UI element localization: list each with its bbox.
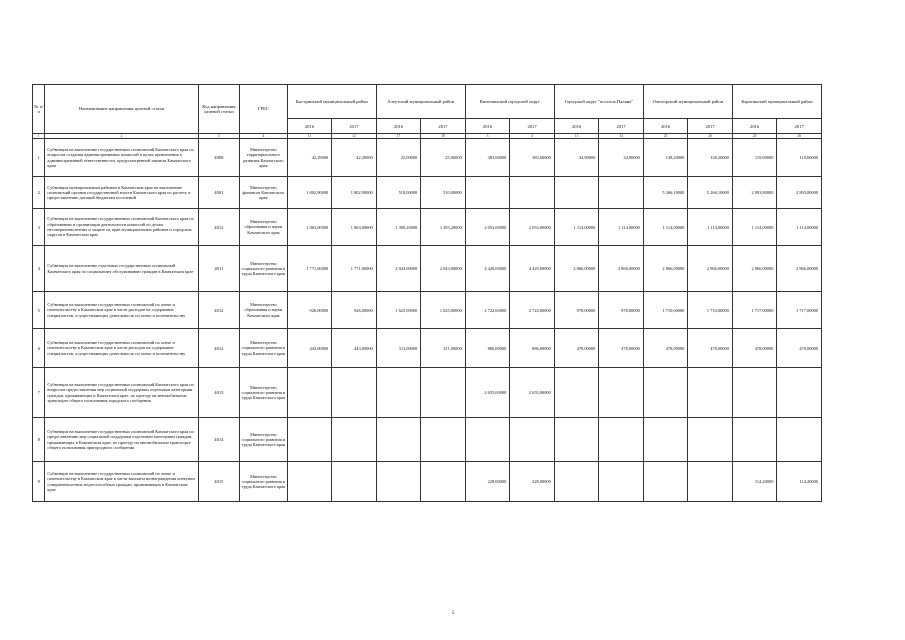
row-value: 478,00000 [732,329,777,368]
row-value [554,368,599,418]
header-row-districts [33,85,822,119]
row-code: 4012 [198,209,239,246]
header-district: Олюторский муниципальный район [643,85,732,119]
row-value: 1 802,90000 [287,177,332,209]
row-value [688,368,733,418]
row-value: 926,00000 [332,292,377,329]
row-value: 2 866,00000 [554,246,599,292]
row-value [599,462,644,502]
row-code: 4015 [198,462,239,502]
table-row [33,292,822,329]
row-value: 2 655,00000 [510,368,555,418]
col-index: 4 [240,134,288,139]
row-number: 3 [33,209,45,246]
row-value: 1 114,00000 [599,209,644,246]
row-value: 25,00000 [376,139,421,177]
row-value [599,177,644,209]
col-index: 1 [33,134,45,139]
row-value: 1 625,00000 [376,292,421,329]
row-name: Субвенции на выполнение государственных полномочий по опеке и попечительству в Камчатском крае в части расходов на содержание специалистов, осуществляющих деятельность по опеке и попечительству [45,329,198,368]
table-row [33,418,822,462]
row-name: Субвенции на выполнение отдельных государственных полномочий Камчатского края по социальному обслуживанию граждан в Камчатском крае [45,246,198,292]
header-district: Быстринский муниципальный район [287,85,376,119]
row-value: 311,00000 [421,329,466,368]
row-value: 383,60000 [465,139,510,177]
row-value: 478,00000 [643,329,688,368]
row-value [510,418,555,462]
row-value [287,462,332,502]
row-value: 2 053,00000 [510,209,555,246]
row-value [376,462,421,502]
row-value: 1 390,20000 [376,209,421,246]
row-grbs: Министерство образования и науки Камчатского края [240,209,288,246]
row-value: 25,00000 [421,139,466,177]
row-value [643,462,688,502]
row-value: 2 043,00000 [421,246,466,292]
row-value: 886,00000 [465,329,510,368]
row-value [688,462,733,502]
header-year: 2016 [376,119,421,134]
row-value [643,418,688,462]
row-value [554,462,599,502]
row-value [510,177,555,209]
row-value [465,418,510,462]
row-code: 4012 [198,329,239,368]
row-value: 1 717,00000 [777,292,822,329]
header-code: Код направления целевой статьи [198,85,239,134]
row-value [777,418,822,462]
col-index: 12 [332,134,377,139]
row-value [732,368,777,418]
row-code: 4013 [198,368,239,418]
row-value: 478,00000 [599,329,644,368]
row-value: 443,00000 [287,329,332,368]
row-code: 4008 [198,139,239,177]
row-value [421,418,466,462]
row-number: 7 [33,368,45,418]
header-district: Городской округ "поселок Палана" [554,85,643,119]
row-value: 114,20000 [732,462,777,502]
table-row [33,139,822,177]
table-row [33,177,822,209]
row-value: 5 266,10000 [688,177,733,209]
col-index: 26 [688,134,733,139]
table-row [33,209,822,246]
row-value [332,418,377,462]
row-value: 478,00000 [554,329,599,368]
row-grbs: Министерство социального развития и труда Камчатского края [240,462,288,502]
row-value: 2 866,00000 [777,246,822,292]
col-index: 25 [732,134,777,139]
header-num: № п/п [33,85,45,134]
row-value [332,368,377,418]
row-value [688,418,733,462]
row-value: 2 655,00000 [465,368,510,418]
row-value: 510,00000 [376,177,421,209]
header-year: 2016 [554,119,599,134]
table-row [33,462,822,502]
row-number: 6 [33,329,45,368]
row-value [554,418,599,462]
row-value: 383,60000 [510,139,555,177]
header-year: 2016 [643,119,688,134]
col-index: 4 [510,134,555,139]
row-value: 1 863,00000 [332,209,377,246]
row-grbs: Министерство образования и науки Камчатского края [240,292,288,329]
header-grbs: ГРБС [240,85,288,134]
row-code: 4014 [198,418,239,462]
row-number: 4 [33,246,45,292]
row-value: 443,00000 [332,329,377,368]
row-value: 478,00000 [777,329,822,368]
header-year: 2016 [287,119,332,134]
page-number: 5 [452,611,455,616]
col-index: 11 [287,134,332,139]
row-value: 1 393,20000 [421,209,466,246]
row-value [421,368,466,418]
row-value: 1 802,90000 [332,177,377,209]
row-value: 228,00000 [510,462,555,502]
header-year: 2017 [777,119,822,134]
row-value: 311,00000 [376,329,421,368]
col-index: 17 [376,134,421,139]
row-value [465,177,510,209]
table-row [33,329,822,368]
row-value: 1 771,00000 [287,246,332,292]
row-value: 2 893,80000 [732,177,777,209]
row-value [643,368,688,418]
row-name: Субвенции муниципальным районам в Камчатском крае на выполнение полномочий органов государственной власти Камчатского края по расчету и предоставлению дотаций бюджетам поселений [45,177,198,209]
row-value: 34,90000 [554,139,599,177]
row-number: 9 [33,462,45,502]
col-index: 26 [777,134,822,139]
table-row [33,246,822,292]
row-value [332,462,377,502]
row-name: Субвенции на выполнение государственных полномочий по опеке и попечительству в Камчатском крае в части расходов на содержание специалистов, осуществляющих деятельность по опеке и попечительству [45,292,198,329]
row-value: 228,00000 [465,462,510,502]
row-value: 1 710,00000 [643,292,688,329]
row-value [777,368,822,418]
col-index: 25 [643,134,688,139]
row-value [421,462,466,502]
row-value: 114,20000 [777,462,822,502]
row-value: 926,00000 [287,292,332,329]
row-value [554,177,599,209]
row-value: 1 717,00000 [732,292,777,329]
row-grbs: Министерство социального развития и труда Камчатского края [240,246,288,292]
row-value: 2 893,80000 [777,177,822,209]
row-number: 1 [33,139,45,177]
row-grbs: Министерство финансов Камчатского края [240,177,288,209]
row-value: 1 710,00000 [688,292,733,329]
header-year: 2017 [332,119,377,134]
row-value [287,418,332,462]
row-value: 978,00000 [599,292,644,329]
row-value [732,418,777,462]
row-value [376,368,421,418]
col-index: 2 [45,134,198,139]
row-value [599,418,644,462]
header-district: Карагинский муниципальный район [732,85,821,119]
row-value [376,418,421,462]
header-district: Алеутский муниципальный район [376,85,465,119]
row-value: 4 429,00000 [510,246,555,292]
row-value: 42,20000 [332,139,377,177]
row-value: 886,00000 [510,329,555,368]
header-year: 2017 [510,119,555,134]
header-year: 2017 [599,119,644,134]
row-value: 42,29000 [287,139,332,177]
row-code: 4012 [198,292,239,329]
table-body [33,139,822,502]
table-row [33,368,822,418]
row-name: Субвенции на выполнение государственных полномочий Камчатского края по вопросам предоставления мер социальной поддержки отдельным категориям граждан, проживающих в Камчатском крае, по проезду на автомобильном транспорте общего пользования городского сообщения [45,368,198,418]
row-value: 138,20000 [643,139,688,177]
budget-table [32,84,822,502]
row-value: 34,90000 [599,139,644,177]
row-value: 1 863,00000 [287,209,332,246]
row-value: 2 866,00000 [732,246,777,292]
row-grbs: Министерство социального развития и труда Камчатского края [240,418,288,462]
row-value: 1 771,00000 [332,246,377,292]
row-value [599,368,644,418]
row-number: 2 [33,177,45,209]
row-value: 2 053,00000 [465,209,510,246]
row-value: 5 266,10000 [643,177,688,209]
row-value: 978,00000 [554,292,599,329]
row-value: 478,00000 [688,329,733,368]
row-value: 1 114,00000 [732,209,777,246]
row-value: 119,60000 [732,139,777,177]
row-value: 138,20000 [688,139,733,177]
row-grbs: Министерство территориального развития Камчатского края [240,139,288,177]
row-name: Субвенции на выполнение государственных полномочий Камчатского края по образованию и организации деятельности комиссий по делам несовершеннолетних и защите их прав муниципальных районов и городских округов в Камчатском крае [45,209,198,246]
row-grbs: Министерство социального развития и труда Камчатского края [240,329,288,368]
row-number: 5 [33,292,45,329]
row-value: 2 866,00000 [599,246,644,292]
col-index: 13 [554,134,599,139]
row-value: 2 722,60000 [465,292,510,329]
row-grbs: Министерство социального развития и труда Камчатского края [240,368,288,418]
header-name: Наименование направления целевой статьи [45,85,198,134]
row-value: 4 429,00000 [465,246,510,292]
row-code: 4011 [198,246,239,292]
col-index: 3 [198,134,239,139]
row-value: 119,60000 [777,139,822,177]
row-code: 4001 [198,177,239,209]
row-value: 2 866,00000 [643,246,688,292]
row-value: 1 114,00000 [643,209,688,246]
row-number: 8 [33,418,45,462]
row-name: Субвенции на выполнение государственных полномочий по опеке и попечительству в Камчатском крае в части выплаты вознаграждения опекунам совершеннолетних недееспособных граждан, проживающих в Камчатском крае [45,462,198,502]
row-value: 1 625,00000 [421,292,466,329]
row-value: 2 043,00000 [376,246,421,292]
row-value: 1 114,00000 [777,209,822,246]
header-year: 2017 [688,119,733,134]
col-index: 14 [599,134,644,139]
row-name: Субвенции на выполнение государственных полномочий Камчатского края по вопросам создания административных комиссий в целях привлечения к административной ответственности, предусмотренной законом Камчатского края [45,139,198,177]
header-district: Вилючинский городской округ [465,85,554,119]
row-value: 2 724,00000 [510,292,555,329]
row-value [287,368,332,418]
row-value: 1 114,00000 [688,209,733,246]
col-index: 18 [421,134,466,139]
row-value: 2 866,00000 [688,246,733,292]
header-year: 2016 [465,119,510,134]
header-year: 2016 [732,119,777,134]
row-name: Субвенции на выполнение государственных полномочий Камчатского края по предоставлению мер социальной поддержки отдельным категориям граждан, проживающих в Камчатском крае, по проезду на автомобильном транспорте общего пользования пригородного сообщения [45,418,198,462]
header-year: 2017 [421,119,466,134]
col-index: 3 [465,134,510,139]
row-value: 1 114,00000 [554,209,599,246]
row-value: 510,00000 [421,177,466,209]
